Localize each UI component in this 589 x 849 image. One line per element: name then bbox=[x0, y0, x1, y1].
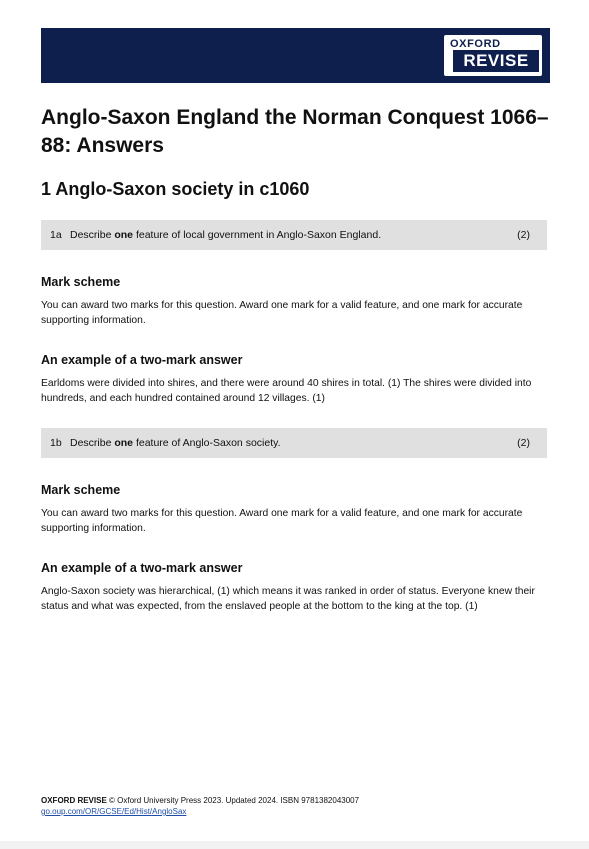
question-marks: (2) bbox=[517, 437, 530, 449]
logo-top-text: OXFORD bbox=[450, 38, 501, 50]
question-text: Describe one feature of Anglo-Saxon society. bbox=[70, 437, 281, 449]
section-heading: 1 Anglo-Saxon society in c1060 bbox=[41, 179, 310, 199]
mark-scheme-heading: Mark scheme bbox=[41, 275, 121, 289]
mark-scheme-text: You can award two marks for this question. Award one mark for a valid feature, and one mark for accurate supporting information. bbox=[41, 508, 523, 535]
question-number: 1b bbox=[50, 437, 62, 449]
example-heading: An example of a two-mark answer bbox=[41, 561, 243, 575]
example-answer-text: Earldoms were divided into shires, and there were around 40 shires in total. (1) The shires were divided into hundreds, and each hundred contained around 12 villages. (1) bbox=[41, 378, 532, 405]
question-marks: (2) bbox=[517, 229, 530, 241]
logo-bottom-text: REVISE bbox=[453, 50, 539, 72]
example-answer-text: Anglo-Saxon society was hierarchical, (1) which means it was ranked in order of status. Everyone knew their status and what was expected, from the enslaved people at the bottom to the king at the top. (1) bbox=[41, 586, 535, 613]
question-box-1b bbox=[41, 428, 547, 458]
oxford-revise-logo bbox=[444, 35, 542, 76]
question-number: 1a bbox=[50, 229, 62, 241]
page-title: Anglo-Saxon England the Norman Conquest 1066–88: Answers bbox=[41, 106, 549, 157]
footer bbox=[41, 795, 359, 817]
question-box-1a bbox=[41, 220, 547, 250]
footer-link[interactable]: go.oup.com/OR/GCSE/Ed/Hist/AngloSax bbox=[41, 807, 187, 816]
question-text: Describe one feature of local government in Anglo-Saxon England. bbox=[70, 229, 382, 241]
mark-scheme-heading: Mark scheme bbox=[41, 483, 121, 497]
footer-copyright: OXFORD REVISE © Oxford University Press 2023. Updated 2024. ISBN 9781382043007 bbox=[41, 796, 360, 805]
header-band bbox=[41, 28, 550, 83]
example-heading: An example of a two-mark answer bbox=[41, 353, 243, 367]
mark-scheme-text: You can award two marks for this question. Award one mark for a valid feature, and one mark for accurate supporting information. bbox=[41, 300, 523, 327]
